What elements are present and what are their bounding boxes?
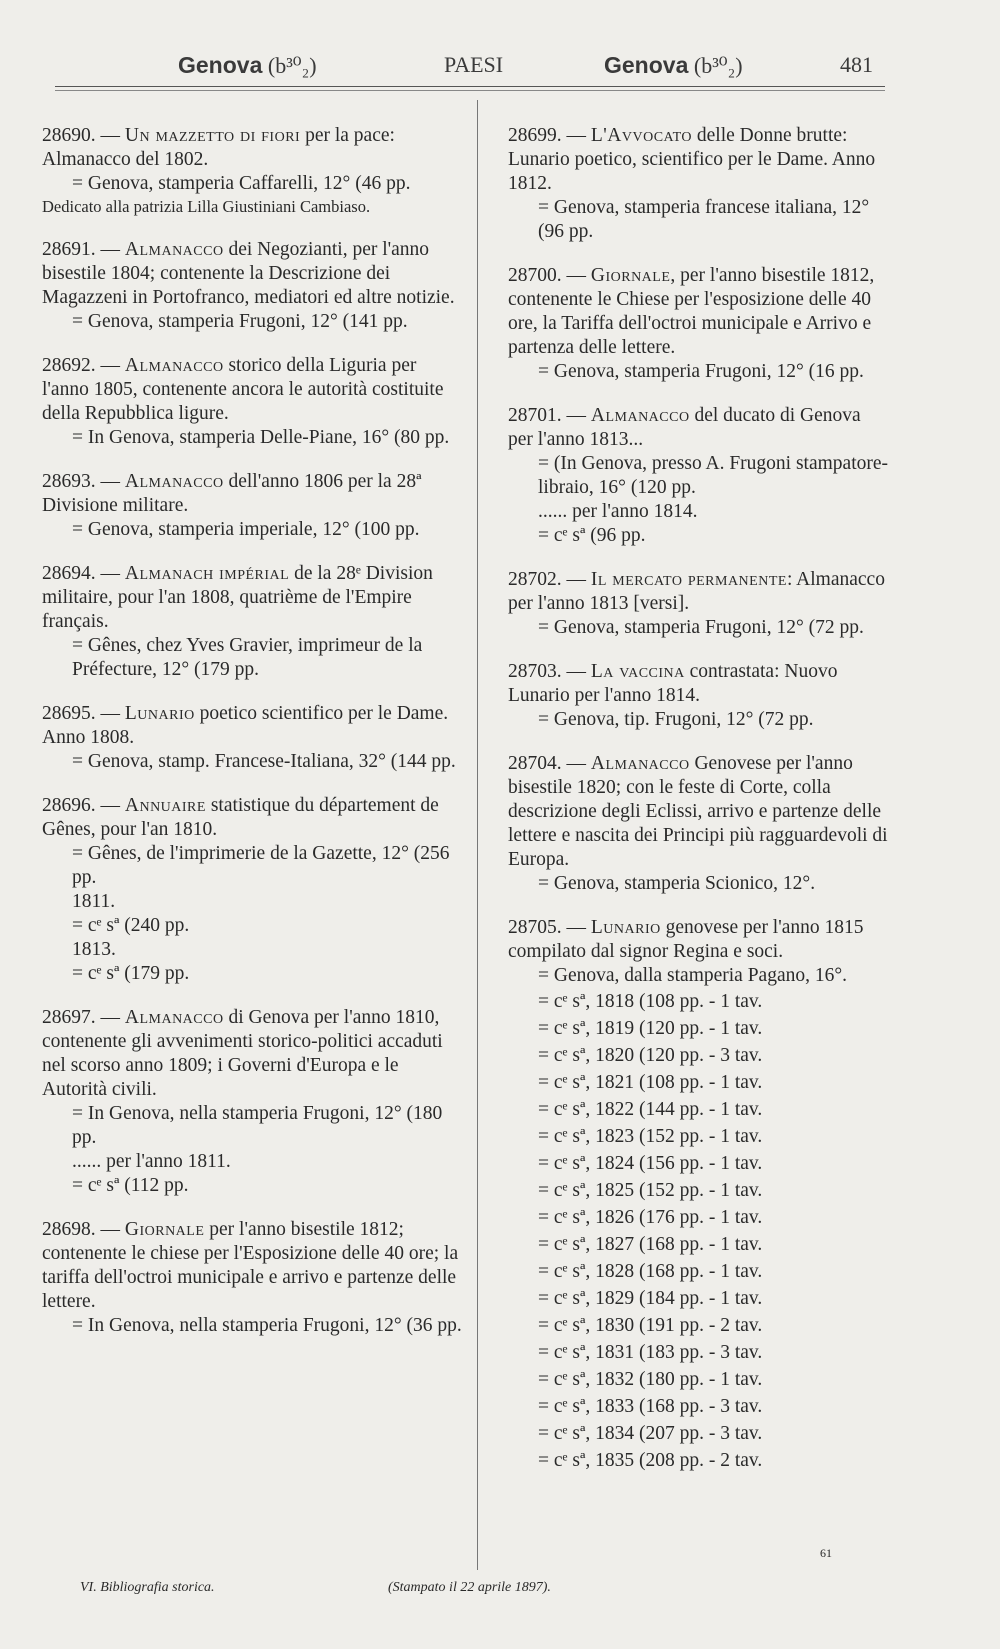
header-right-title: Genova bbox=[604, 52, 689, 78]
entry-imprint: = (In Genova, presso A. Frugoni stampatore-libraio, 16° (120 pp. bbox=[538, 453, 889, 498]
entry-imprint: = In Genova, nella stamperia Frugoni, 12° (36 pp. bbox=[72, 1315, 462, 1336]
entry-number: 28700. — bbox=[508, 265, 591, 286]
entry-extra: = cᵉ sª (112 pp. bbox=[72, 1175, 189, 1196]
entry-title bbox=[508, 660, 888, 708]
entry-title bbox=[42, 562, 467, 634]
entry-extra: 1813. bbox=[72, 939, 116, 960]
header-rule bbox=[55, 86, 885, 87]
catalog-entry bbox=[42, 1006, 467, 1198]
edition-list bbox=[508, 988, 888, 1474]
entry-title bbox=[42, 238, 467, 310]
edition-item: = cᵉ sª, 1822 (144 pp. - 1 tav. bbox=[538, 1099, 763, 1120]
entry-imprint: = Genova, stamp. Francese-Italiana, 32° (144 pp. bbox=[72, 751, 456, 772]
entry-name: Lunario bbox=[124, 703, 195, 724]
entry-number: 28699. — bbox=[508, 125, 591, 146]
catalog-entry bbox=[508, 916, 888, 1474]
edition-item: = cᵉ sª, 1826 (176 pp. - 1 tav. bbox=[538, 1207, 763, 1228]
catalog-entry bbox=[508, 404, 888, 548]
catalog-entry bbox=[508, 124, 888, 244]
header-right bbox=[604, 52, 743, 79]
entry-extra: = cᵉ sª (240 pp. bbox=[72, 915, 190, 936]
entry-name: Giornale bbox=[124, 1219, 205, 1240]
entry-name: Un mazzetto di fiori bbox=[124, 125, 301, 146]
entry-text: del ducato di Genova per l'anno 1813... bbox=[508, 405, 861, 450]
catalog-entry bbox=[42, 354, 467, 450]
edition-item: = cᵉ sª, 1828 (168 pp. - 1 tav. bbox=[538, 1261, 763, 1282]
left-column bbox=[42, 124, 467, 1358]
entry-imprint: = Genova, stamperia Scionico, 12°. bbox=[538, 873, 816, 894]
entry-text: statistique du département de Gênes, pour l'an 1810. bbox=[42, 795, 439, 840]
edition-item: = cᵉ sª, 1821 (108 pp. - 1 tav. bbox=[538, 1072, 763, 1093]
catalog-entry bbox=[42, 702, 467, 774]
entry-title bbox=[42, 1006, 467, 1102]
entry-number: 28696. — bbox=[42, 795, 125, 816]
edition-item: = cᵉ sª, 1831 (183 pp. - 3 tav. bbox=[538, 1342, 763, 1363]
entry-title bbox=[508, 404, 888, 452]
entry-text: Genovese per l'anno bisestile 1820; con le feste di Corte, colla descrizione degli Eclissi, arrivo e partenze delle lettere e nascita dei Principi più ragguardevoli di Europa. bbox=[508, 753, 888, 870]
catalog-entry bbox=[508, 752, 888, 896]
entry-name: La vaccina bbox=[590, 661, 685, 682]
header-right-code: (b³⁰₂) bbox=[693, 53, 743, 78]
entry-number: 28691. — bbox=[42, 239, 125, 260]
header-center: PAESI bbox=[444, 52, 504, 77]
entry-name: Almanacco bbox=[590, 405, 690, 426]
edition-item: = cᵉ sª, 1834 (207 pp. - 3 tav. bbox=[538, 1423, 763, 1444]
entry-name: Almanacco bbox=[124, 239, 224, 260]
entry-number: 28698. — bbox=[42, 1219, 125, 1240]
entry-imprint: = Genova, stamperia Frugoni, 12° (16 pp. bbox=[538, 361, 864, 382]
entry-number: 28693. — bbox=[42, 471, 125, 492]
entry-imprint: = Genova, dalla stamperia Pagano, 16°. bbox=[538, 965, 848, 986]
entry-title bbox=[42, 470, 467, 518]
entry-number: 28705. — bbox=[508, 917, 591, 938]
entry-extra: = cᵉ sª (179 pp. bbox=[72, 963, 190, 984]
catalog-entry bbox=[508, 264, 888, 384]
footer-left: VI. Bibliografia storica. bbox=[80, 1580, 215, 1595]
entry-text: dell'anno 1806 per la 28ª Divisione militare. bbox=[42, 471, 422, 516]
entry-name: Almanacco bbox=[124, 355, 224, 376]
catalog-entry bbox=[42, 562, 467, 682]
entry-extra: ...... per l'anno 1811. bbox=[72, 1151, 231, 1172]
entry-name: Giornale bbox=[590, 265, 671, 286]
entry-imprint: = Gênes, chez Yves Gravier, imprimeur de la Préfecture, 12° (179 pp. bbox=[72, 635, 423, 680]
entry-title bbox=[508, 752, 888, 872]
edition-item: = cᵉ sª, 1824 (156 pp. - 1 tav. bbox=[538, 1153, 763, 1174]
page-number: 481 bbox=[840, 52, 873, 77]
footer-sheet: 61 bbox=[820, 1546, 832, 1560]
edition-item: = cᵉ sª, 1832 (180 pp. - 1 tav. bbox=[538, 1369, 763, 1390]
entry-number: 28701. — bbox=[508, 405, 591, 426]
entry-name: Almanacco bbox=[590, 753, 690, 774]
entry-name: Almanach impérial bbox=[124, 563, 290, 584]
edition-item: = cᵉ sª, 1833 (168 pp. - 3 tav. bbox=[538, 1396, 763, 1417]
edition-item: = cᵉ sª, 1818 (108 pp. - 1 tav. bbox=[538, 991, 763, 1012]
entry-number: 28704. — bbox=[508, 753, 591, 774]
entry-name: Lunario bbox=[590, 917, 661, 938]
edition-item: = cᵉ sª, 1835 (208 pp. - 2 tav. bbox=[538, 1450, 763, 1471]
entry-name: Il mercato permanente bbox=[590, 569, 787, 590]
entry-text: storico della Liguria per l'anno 1805, contenente ancora le autorità costituite della Repubblica ligure. bbox=[42, 355, 444, 424]
entry-number: 28703. — bbox=[508, 661, 591, 682]
entry-number: 28692. — bbox=[42, 355, 125, 376]
entry-number: 28695. — bbox=[42, 703, 125, 724]
entry-imprint: = Genova, tip. Frugoni, 12° (72 pp. bbox=[538, 709, 814, 730]
edition-item: = cᵉ sª, 1827 (168 pp. - 1 tav. bbox=[538, 1234, 763, 1255]
entry-imprint: = Genova, stamperia Frugoni, 12° (72 pp. bbox=[538, 617, 864, 638]
entry-number: 28697. — bbox=[42, 1007, 125, 1028]
entry-text: per la pace: Almanacco del 1802. bbox=[42, 125, 395, 170]
entry-text: di Genova per l'anno 1810, contenente gli avvenimenti storico-politici accaduti nel scorso anno 1809; i Governi d'Europa e le Autorità civili. bbox=[42, 1007, 443, 1100]
entry-text: delle Donne brutte: Lunario poetico, scientifico per le Dame. Anno 1812. bbox=[508, 125, 876, 194]
catalog-entry bbox=[508, 568, 888, 640]
entry-extra: ...... per l'anno 1814. bbox=[538, 501, 698, 522]
header-left bbox=[178, 52, 317, 79]
edition-item: = cᵉ sª, 1820 (120 pp. - 3 tav. bbox=[538, 1045, 763, 1066]
column-divider bbox=[477, 100, 478, 1570]
entry-imprint: = Gênes, de l'imprimerie de la Gazette, 12° (256 pp. bbox=[72, 843, 450, 888]
entry-title bbox=[42, 354, 467, 426]
entry-number: 28694. — bbox=[42, 563, 125, 584]
entry-title bbox=[508, 916, 888, 964]
entry-imprint: = Genova, stamperia imperiale, 12° (100 pp. bbox=[72, 519, 420, 540]
header-left-title: Genova bbox=[178, 52, 263, 78]
edition-item: = cᵉ sª, 1825 (152 pp. - 1 tav. bbox=[538, 1180, 763, 1201]
entry-extra: = cᵉ sª (96 pp. bbox=[538, 525, 646, 546]
entry-name: Almanacco bbox=[124, 471, 224, 492]
entry-name: Almanacco bbox=[124, 1007, 224, 1028]
catalog-entry bbox=[42, 238, 467, 334]
entry-title bbox=[508, 264, 888, 360]
entry-title bbox=[508, 568, 888, 616]
catalog-entry bbox=[508, 660, 888, 732]
entry-text: de la 28ᵉ Division militaire, pour l'an 1808, quatrième de l'Empire français. bbox=[42, 563, 433, 632]
entry-text: genovese per l'anno 1815 compilato dal signor Regina e soci. bbox=[508, 917, 864, 962]
edition-item: = cᵉ sª, 1829 (184 pp. - 1 tav. bbox=[538, 1288, 763, 1309]
entry-imprint: = In Genova, nella stamperia Frugoni, 12° (180 pp. bbox=[72, 1103, 443, 1148]
entry-note: Dedicato alla patrizia Lilla Giustiniani Cambiaso. bbox=[42, 197, 371, 216]
entry-imprint: = In Genova, stamperia Delle-Piane, 16° (80 pp. bbox=[72, 427, 450, 448]
entry-title bbox=[508, 124, 888, 196]
entry-extra: 1811. bbox=[72, 891, 116, 912]
entry-number: 28702. — bbox=[508, 569, 591, 590]
entry-title bbox=[42, 702, 467, 750]
catalog-entry bbox=[42, 794, 467, 986]
catalog-entry bbox=[42, 470, 467, 542]
edition-item: = cᵉ sª, 1823 (152 pp. - 1 tav. bbox=[538, 1126, 763, 1147]
entry-text: dei Negozianti, per l'anno bisestile 1804; contenente la Descrizione dei Magazzeni in Portofranco, mediatori ed altre notizie. bbox=[42, 239, 455, 308]
entry-imprint: = Genova, stamperia Caffarelli, 12° (46 pp. bbox=[72, 173, 411, 194]
catalog-entry bbox=[42, 124, 467, 218]
entry-text: poetico scientifico per le Dame. Anno 1808. bbox=[42, 703, 449, 748]
entry-text: contrastata: Nuovo Lunario per l'anno 1814. bbox=[508, 661, 838, 706]
edition-item: = cᵉ sª, 1819 (120 pp. - 1 tav. bbox=[538, 1018, 763, 1039]
catalog-entry bbox=[42, 1218, 467, 1338]
header-left-code: (b³⁰₂) bbox=[267, 53, 317, 78]
entry-name: L'Avvocato bbox=[590, 125, 693, 146]
entry-imprint: = Genova, stamperia Frugoni, 12° (141 pp. bbox=[72, 311, 408, 332]
edition-item: = cᵉ sª, 1830 (191 pp. - 2 tav. bbox=[538, 1315, 763, 1336]
entry-imprint: = Genova, stamperia francese italiana, 12° (96 pp. bbox=[538, 197, 870, 242]
entry-title bbox=[42, 1218, 467, 1314]
entry-title bbox=[42, 124, 467, 172]
entry-text: , per l'anno bisestile 1812, contenente le Chiese per l'esposizione delle 40 ore, la Tariffa dell'octroi municipale e Arrivo e partenza delle lettere. bbox=[508, 265, 875, 358]
entry-title bbox=[42, 794, 467, 842]
entry-text: per l'anno bisestile 1812; contenente le chiese per l'Esposizione delle 40 ore; la tariffa dell'octroi municipale e arrivo e partenze delle lettere. bbox=[42, 1219, 459, 1312]
entry-number: 28690. — bbox=[42, 125, 125, 146]
right-column bbox=[508, 124, 888, 1494]
header-rule-thin bbox=[55, 90, 885, 91]
footer-center: (Stampato il 22 aprile 1897). bbox=[388, 1580, 551, 1595]
entry-text: : Almanacco per l'anno 1813 [versi]. bbox=[508, 569, 885, 614]
entry-name: Annuaire bbox=[124, 795, 206, 816]
